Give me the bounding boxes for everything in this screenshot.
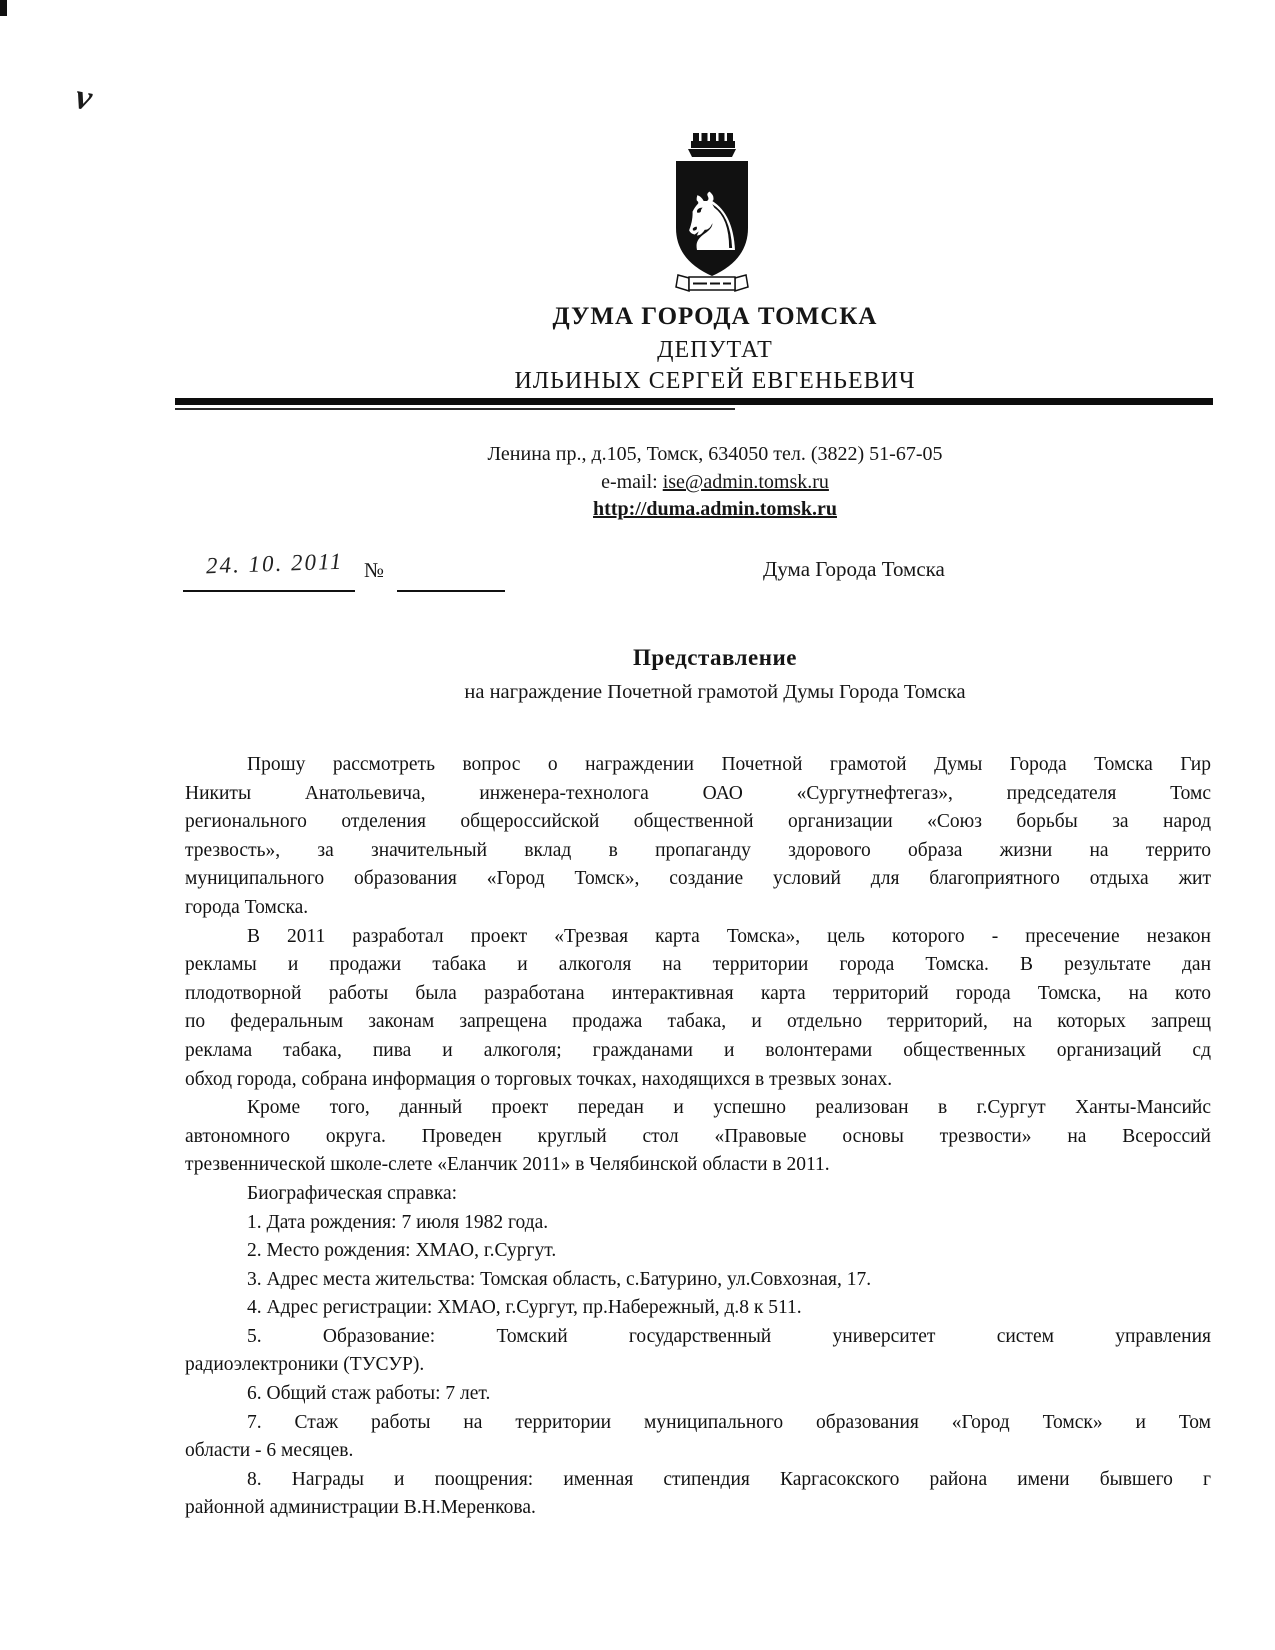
body-line: города Томска. (185, 896, 309, 918)
deputy-role: ДЕПУТАТ (657, 337, 773, 363)
pen-mark: ν (72, 75, 96, 119)
tomsk-coat-of-arms (662, 128, 762, 300)
body-line: рекламы и продажи табака и алкоголя на территории города Томска. В результате дан (185, 954, 1211, 976)
body-line: 8. Награды и поощрения: именная стипендия Каргасокского района имени бывшего г (247, 1468, 1211, 1490)
org-name: ДУМА ГОРОДА ТОМСКА (552, 303, 878, 330)
body-line: Биографическая справка: (247, 1182, 458, 1204)
motto-ribbon (676, 275, 748, 291)
body-line: области - 6 месяцев. (185, 1440, 354, 1462)
address-line: Ленина пр., д.105, Томск, 634050 тел. (3822) 51-67-05 (487, 443, 943, 465)
date-underline (183, 572, 355, 592)
body-text (185, 751, 1211, 1523)
body-line: 5. Образование: Томский государственный университет систем управления (247, 1325, 1211, 1347)
handwritten-date: 24. 10. 2011 (205, 548, 344, 579)
body-line: Прошу рассмотреть вопрос о награждении Почетной грамотой Думы Города Томска Гир (247, 754, 1211, 775)
body-line: Никиты Анатольевича, инженера-технолога ОАО «Сургутнефтегаз», председателя Томс (185, 782, 1211, 804)
body-line: муниципального образования «Город Томск», создание условий для благоприятного отдыха жит (185, 868, 1211, 890)
email-label: e-mail: (601, 471, 658, 493)
body-line: плодотворной работы была разработана интерактивная карта территорий города Томска, на кото (185, 982, 1211, 1004)
website-line (215, 498, 1215, 521)
horse-icon: ♞ (676, 176, 748, 269)
scan-corner-artifact (0, 0, 7, 16)
crown-icon (688, 133, 736, 157)
body-line: регионального отделения общероссийской общественной организации «Союз борьбы за народ (185, 811, 1211, 833)
deputy-name: ИЛЬИНЫХ СЕРГЕЙ ЕВГЕНЬЕВИЧ (514, 368, 916, 394)
body-line: 6. Общий стаж работы: 7 лет. (247, 1383, 491, 1405)
body-line: по федеральным законам запрещена продажа табака, и отдельно территорий, на которых запрещ (185, 1011, 1211, 1033)
divider-rule (175, 398, 1213, 405)
number-underline (397, 572, 505, 592)
body-line: трезвость», за значительный вклад в пропаганду здорового образа жизни на террито (185, 839, 1211, 861)
body-line: автономного округа. Проведен круглый стол «Правовые основы трезвости» на Всероссий (185, 1125, 1211, 1147)
number-sign: № (364, 558, 385, 582)
doc-title: Представление (633, 645, 797, 670)
website-link[interactable]: http://duma.admin.tomsk.ru (593, 498, 837, 520)
addressee: Дума Города Томска (763, 557, 945, 581)
body-line: 3. Адрес места жительства: Томская область, с.Батурино, ул.Совхозная, 17. (247, 1268, 872, 1290)
body-line: районной администрации В.Н.Меренкова. (185, 1497, 536, 1519)
body-line: Кроме того, данный проект передан и успешно реализован в г.Сургут Ханты-Мансийс (247, 1097, 1211, 1119)
doc-subtitle: на награждение Почетной грамотой Думы Города Томска (464, 681, 966, 703)
email-link[interactable]: ise@admin.tomsk.ru (662, 471, 829, 493)
body-line: 4. Адрес регистрации: ХМАО, г.Сургут, пр.Набережный, д.8 к 511. (247, 1297, 802, 1319)
body-line: реклама табака, пива и алкоголя; гражданами и волонтерами общественных организаций сд (185, 1039, 1211, 1061)
body-line: 7. Стаж работы на территории муниципального образования «Город Томск» и Том (247, 1411, 1211, 1433)
body-line: 2. Место рождения: ХМАО, г.Сургут. (247, 1240, 557, 1262)
body-line: радиоэлектроники (ТУСУР). (185, 1354, 425, 1376)
body-line: В 2011 разработал проект «Трезвая карта Томска», цель которого - пресечение незакон (247, 925, 1211, 947)
body-line: трезвеннической школе-слете «Еланчик 2011» в Челябинской области в 2011. (185, 1154, 830, 1176)
body-line: обход города, собрана информация о торговых точках, находящихся в трезвых зонах. (185, 1068, 893, 1090)
email-line (215, 471, 1215, 494)
divider-rule-thin (175, 408, 735, 410)
body-line: 1. Дата рождения: 7 июля 1982 года. (247, 1211, 549, 1233)
